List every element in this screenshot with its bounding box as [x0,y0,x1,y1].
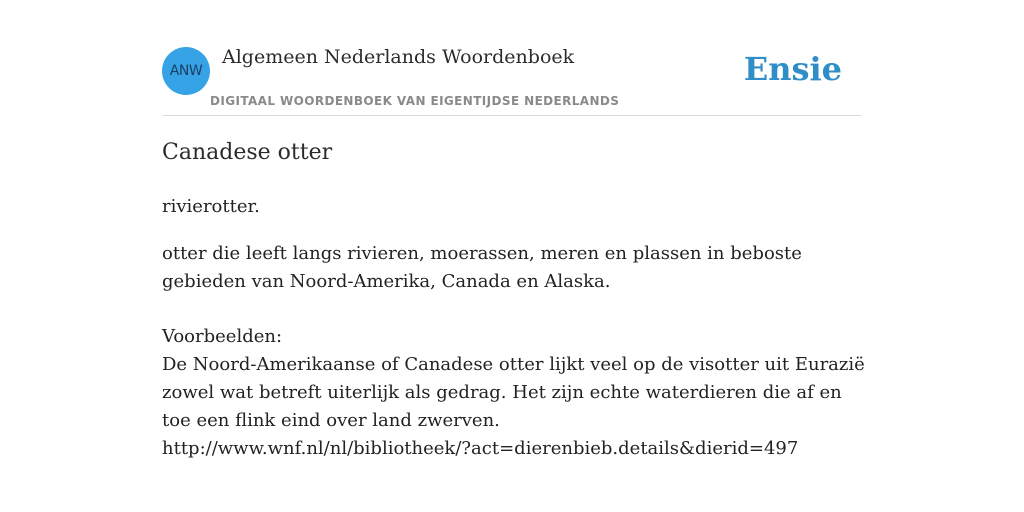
header [162,0,862,116]
ensie-brand-logo[interactable]: Ensie [743,50,842,88]
logo-text: ANW [169,63,203,79]
page [162,0,865,512]
entry-synonym: rivierotter. [162,196,260,217]
entry-definition: otter die leeft langs rivieren, moerassen, meren en plassen in beboste gebieden van Noord-Amerika, Canada en Alaska. [162,243,802,292]
source-url: http://www.wnf.nl/nl/bibliotheek/?act=dierenbieb.details&dierid=497 [162,438,799,459]
examples-label: Voorbeelden: [162,326,283,347]
entry-title: Canadese otter [162,140,333,165]
site-subtitle: DIGITAAL WOORDENBOEK VAN EIGENTIJDSE NEDERLANDS [210,94,620,108]
anw-logo[interactable] [162,47,210,95]
example-text: De Noord-Amerikaanse of Canadese otter lijkt veel op de visotter uit Eurazië zowel wat betreft uiterlijk als gedrag. Het zijn echte waterdieren die af en toe een flink eind over land zwerven. [162,354,865,431]
site-title[interactable]: Algemeen Nederlands Woordenboek [222,46,575,68]
